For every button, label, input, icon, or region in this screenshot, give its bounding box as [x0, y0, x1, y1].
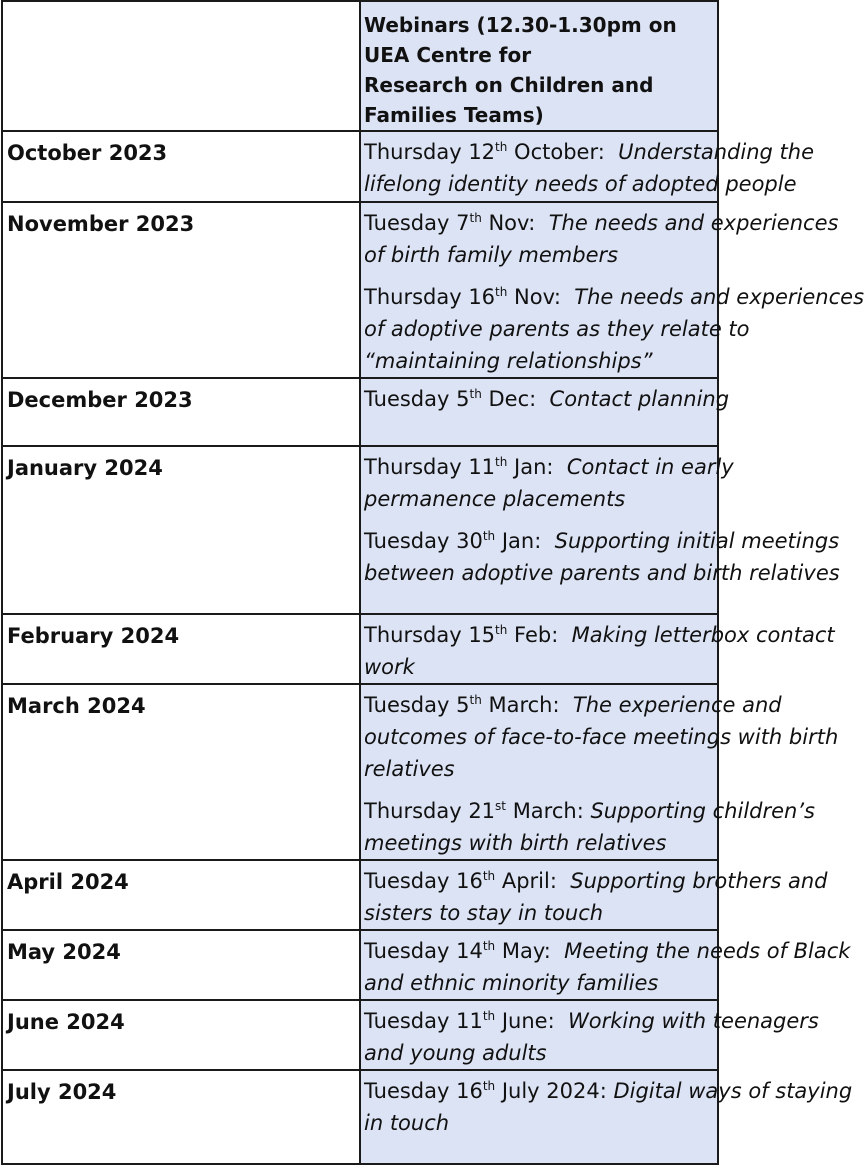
webinar-title-continuation: in touch — [364, 1111, 450, 1135]
webinar-date-rest: Dec: — [481, 387, 550, 411]
webinar-title-continuation: work — [364, 655, 415, 679]
month-cell: November 2023 — [2, 202, 360, 378]
schedule-row — [2, 378, 718, 446]
webinar-first-line — [364, 281, 864, 313]
webinar-first-line — [364, 1005, 819, 1037]
ordinal-suffix: th — [495, 140, 508, 154]
webinar-first-line — [364, 689, 782, 721]
month-cell: May 2024 — [2, 930, 360, 1000]
webinar-title: Making letterbox contact — [571, 623, 835, 647]
month-cell: April 2024 — [2, 860, 360, 930]
webinar-entry — [364, 281, 864, 377]
events-cell — [360, 614, 835, 684]
ordinal-suffix: th — [495, 623, 508, 637]
ordinal-suffix: st — [495, 799, 507, 813]
webinar-date-rest: April: — [495, 869, 571, 893]
webinar-entry — [364, 136, 815, 200]
webinar-title-continuation: of birth family members — [364, 243, 619, 267]
webinar-title: Supporting children’s — [590, 799, 815, 823]
webinar-day: Tuesday 5 — [364, 693, 470, 717]
month-cell: January 2024 — [2, 446, 360, 614]
webinar-title-continuation: lifelong identity needs of adopted people — [364, 172, 797, 196]
webinar-entry — [364, 689, 839, 785]
webinar-first-line — [364, 525, 840, 557]
webinar-day: Tuesday 11 — [364, 1009, 483, 1033]
month-cell: February 2024 — [2, 614, 360, 684]
webinar-entry — [364, 1005, 819, 1069]
webinar-day: Tuesday 5 — [364, 387, 470, 411]
month-cell: July 2024 — [2, 1070, 360, 1164]
webinar-title: Supporting brothers and — [570, 869, 828, 893]
webinar-schedule-table — [1, 0, 864, 1165]
webinar-day: Thursday 15 — [364, 623, 496, 647]
webinar-entry — [364, 1075, 853, 1139]
ordinal-suffix: th — [495, 285, 508, 299]
events-cell — [360, 684, 839, 860]
webinar-title: Understanding the — [618, 140, 815, 164]
webinar-first-line — [364, 619, 835, 651]
header-cell — [360, 1, 718, 131]
schedule-row — [2, 1000, 718, 1070]
webinar-day: Tuesday 16 — [364, 1079, 483, 1103]
webinar-title: Contact planning — [549, 387, 730, 411]
webinar-date-rest: March: — [481, 693, 573, 717]
webinar-entry — [364, 383, 730, 415]
webinar-day: Tuesday 30 — [364, 529, 483, 553]
webinar-title: Meeting the needs of Black — [564, 939, 851, 963]
header-line-1: Webinars (12.30-1.30pm on UEA Centre for — [364, 13, 677, 67]
events-cell — [360, 1000, 819, 1070]
webinar-day: Tuesday 14 — [364, 939, 483, 963]
schedule-row — [2, 446, 718, 614]
month-cell: December 2023 — [2, 378, 360, 446]
ordinal-suffix: th — [482, 1079, 496, 1093]
events-cell — [360, 202, 864, 378]
webinar-title: The experience and — [572, 693, 782, 717]
events-cell — [360, 446, 840, 614]
webinar-day: Thursday 16 — [364, 285, 496, 309]
webinar-date-rest: Jan: — [507, 455, 567, 479]
ordinal-suffix: th — [469, 693, 482, 707]
webinar-day: Thursday 12 — [364, 140, 496, 164]
events-cell — [360, 860, 828, 930]
webinar-title: Digital ways of staying — [613, 1079, 853, 1103]
webinar-title: Working with teenagers — [568, 1009, 819, 1033]
webinar-title-continuation: permanence placements — [364, 487, 626, 511]
webinar-title-continuation: outcomes of face-to-face meetings with birth — [364, 725, 839, 749]
ordinal-suffix: th — [482, 939, 496, 953]
schedule-row — [2, 684, 718, 860]
webinar-title-continuation: between adoptive parents and birth relatives — [364, 561, 840, 585]
webinar-entry — [364, 935, 851, 999]
webinar-date-rest: May: — [495, 939, 565, 963]
webinar-first-line — [364, 383, 730, 415]
webinar-first-line — [364, 207, 839, 239]
webinar-day: Tuesday 16 — [364, 869, 483, 893]
month-cell: March 2024 — [2, 684, 360, 860]
webinar-title: The needs and experiences — [548, 211, 839, 235]
webinar-entry — [364, 525, 840, 589]
webinar-date-rest: Feb: — [507, 623, 572, 647]
webinar-date-rest: July 2024: — [495, 1079, 614, 1103]
webinar-entry — [364, 451, 734, 515]
webinar-title: Contact in early — [566, 455, 734, 479]
month-cell: October 2023 — [2, 131, 360, 202]
webinar-title-continuation: meetings with birth relatives — [364, 831, 667, 855]
ordinal-suffix: th — [469, 387, 482, 401]
webinar-title-continuation: sisters to stay in touch — [364, 901, 604, 925]
schedule-row — [2, 1070, 718, 1164]
webinar-date-rest: Nov: — [507, 285, 575, 309]
events-cell — [360, 378, 730, 446]
webinar-entry — [364, 795, 815, 859]
ordinal-suffix: th — [482, 1009, 496, 1023]
webinar-first-line — [364, 451, 734, 483]
webinar-title-continuation: and young adults — [364, 1041, 547, 1065]
ordinal-suffix: th — [482, 869, 496, 883]
header-row — [2, 1, 718, 131]
webinar-title: Supporting initial meetings — [554, 529, 840, 553]
schedule-row — [2, 930, 718, 1000]
webinar-first-line — [364, 136, 815, 168]
webinar-first-line — [364, 1075, 853, 1107]
events-cell — [360, 930, 851, 1000]
header-blank-cell — [2, 1, 360, 131]
ordinal-suffix: th — [469, 211, 482, 225]
webinar-first-line — [364, 795, 815, 827]
header-line-2: Research on Children and Families Teams) — [364, 73, 654, 127]
webinar-title: The needs and experiences — [574, 285, 864, 309]
webinar-day: Thursday 11 — [364, 455, 496, 479]
webinar-date-rest: Jan: — [495, 529, 555, 553]
webinar-first-line — [364, 935, 851, 967]
month-cell: June 2024 — [2, 1000, 360, 1070]
schedule-row — [2, 202, 718, 378]
webinar-entry — [364, 865, 828, 929]
schedule-row — [2, 131, 718, 202]
ordinal-suffix: th — [482, 529, 496, 543]
webinar-title-continuation: and ethnic minority families — [364, 971, 659, 995]
events-cell — [360, 131, 815, 202]
webinar-title-continuation: of adoptive parents as they relate to — [364, 317, 750, 341]
events-cell — [360, 1070, 853, 1164]
webinar-date-rest: Nov: — [481, 211, 549, 235]
webinar-entry — [364, 619, 835, 683]
ordinal-suffix: th — [495, 455, 508, 469]
webinar-title-continuation: relatives — [364, 757, 455, 781]
webinar-date-rest: October: — [507, 140, 619, 164]
webinar-first-line — [364, 865, 828, 897]
webinar-day: Thursday 21 — [364, 799, 496, 823]
webinar-entry — [364, 207, 839, 271]
webinar-date-rest: March: — [506, 799, 591, 823]
webinar-date-rest: June: — [495, 1009, 568, 1033]
webinar-title-continuation: “maintaining relationships” — [364, 349, 653, 373]
schedule-row — [2, 860, 718, 930]
schedule-row — [2, 614, 718, 684]
webinar-day: Tuesday 7 — [364, 211, 470, 235]
